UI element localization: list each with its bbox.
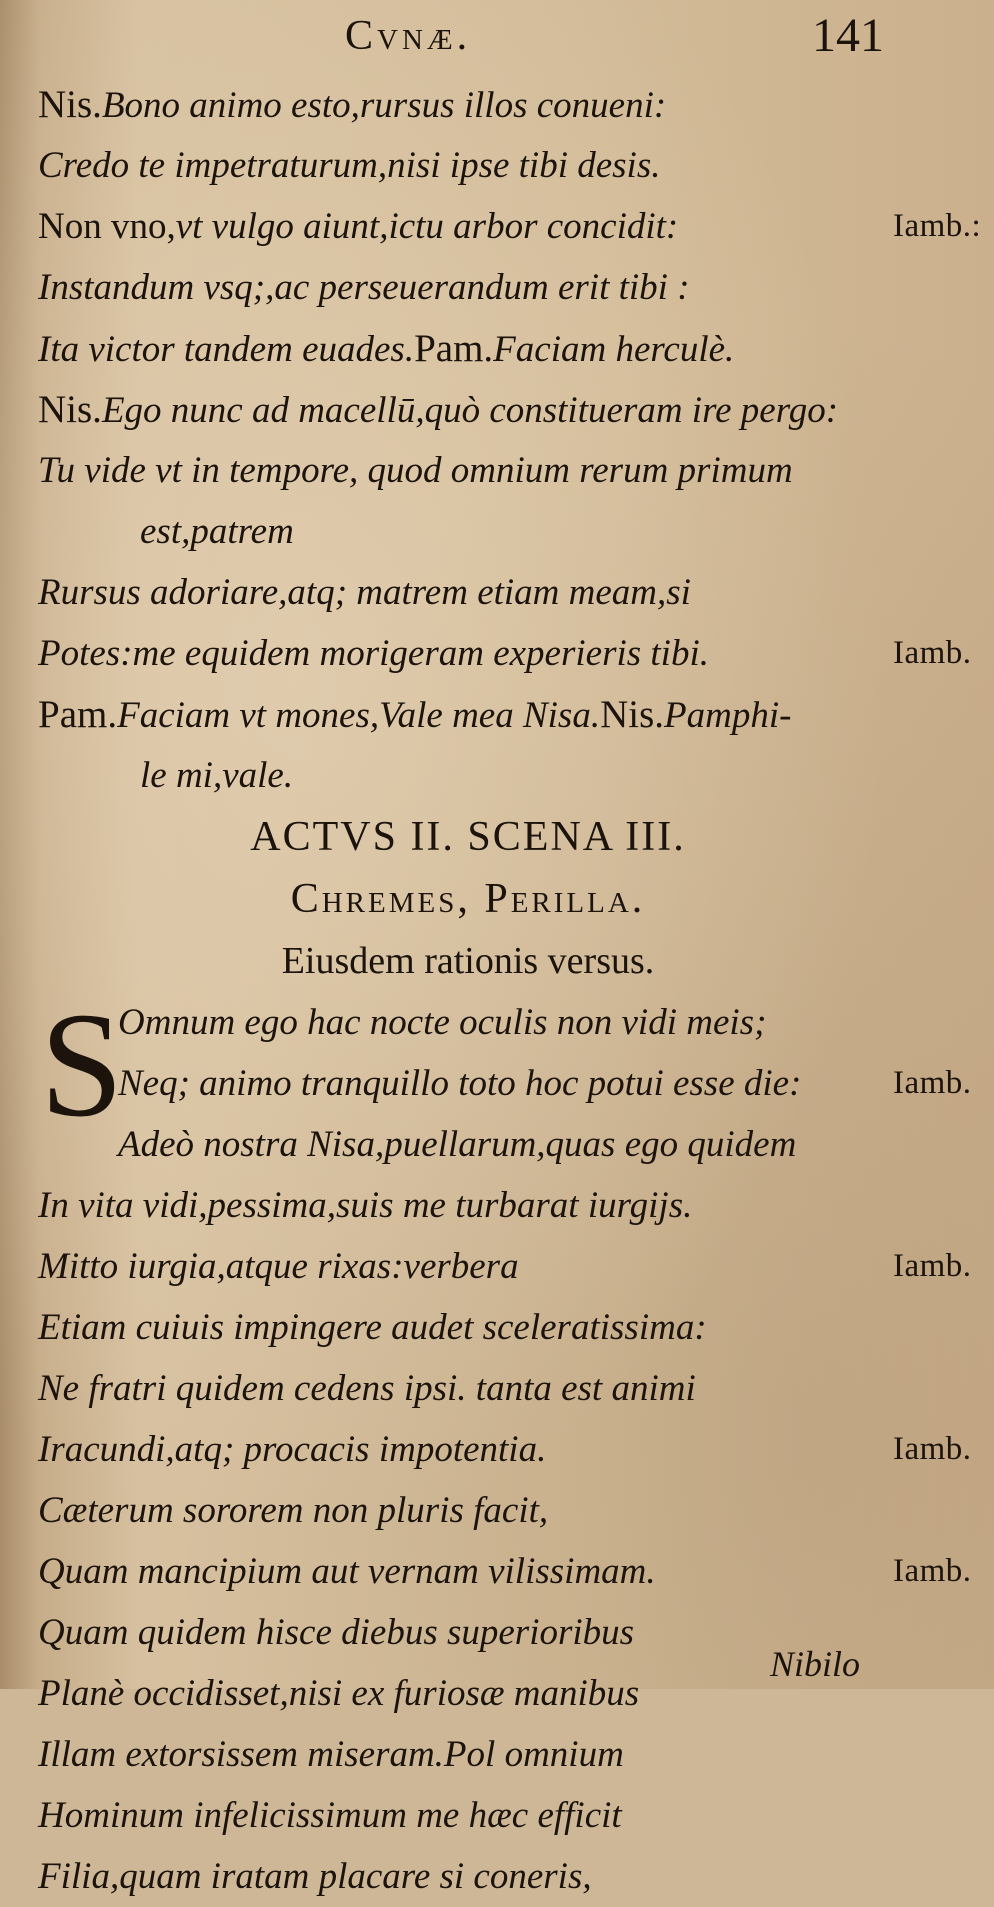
page-header <box>0 4 994 60</box>
verse-line <box>38 196 982 257</box>
verse-text: Bono animo esto,rursus illos conueni: <box>101 85 667 126</box>
verse-text: Planè occidisset,nisi ex furiosæ manibus <box>38 1673 640 1714</box>
verse-text: vt vulgo aiunt,ictu arbor concidit: <box>175 206 679 247</box>
margin-note: Iamb. <box>893 1431 972 1467</box>
margin-note: Iamb. <box>893 635 972 671</box>
margin-note: Iamb. <box>893 1065 972 1101</box>
verse-text: Mitto iurgia,atque rixas:verbera <box>38 1246 519 1287</box>
verse-text: Instandum vsq;,ac perseuerandum erit tibi : <box>38 267 690 308</box>
verse-text: est,patrem <box>140 511 294 552</box>
speaker-name: Pam. <box>38 693 118 736</box>
speaker-name: Nis. <box>600 693 665 736</box>
verse-line <box>38 1785 968 1846</box>
margin-note: Iamb.: <box>893 208 982 244</box>
verse-block-a <box>38 74 982 806</box>
persons-heading: Chremes, Perilla. <box>290 876 646 922</box>
verse-line <box>38 1114 968 1175</box>
verse-text: Iracundi,atq; procacis impotentia. <box>38 1429 547 1470</box>
verse-text: Ita victor tandem euades. <box>38 329 415 370</box>
verse-line <box>38 501 968 562</box>
verse-line <box>38 135 968 196</box>
verse-text: Faciam herculè. <box>493 329 735 370</box>
verse-line <box>38 1480 968 1541</box>
verse-text: Etiam cuiuis impingere audet sceleratissima: <box>38 1307 707 1348</box>
page-number: 141 <box>812 9 884 62</box>
verse-text: Potes:me equidem morigeram experieris tibi. <box>38 633 709 674</box>
running-title: Cvnæ. <box>345 13 472 59</box>
verse-text: Rursus adoriare,atq; matrem etiam meam,si <box>38 572 691 613</box>
verse-text: Illam extorsissem miseram.Pol omnium <box>38 1734 624 1775</box>
body-text <box>38 74 982 1907</box>
verse-text: Credo te impetraturum,nisi ipse tibi desis. <box>38 145 661 186</box>
verse-line <box>38 440 968 501</box>
margin-note: Iamb. <box>893 1553 972 1589</box>
verse-text: Quam mancipium aut vernam vilissimam. <box>38 1551 656 1592</box>
verse-text: In vita vidi,pessima,suis me turbarat iurgijs. <box>38 1185 693 1226</box>
verse-line <box>38 684 968 745</box>
margin-note: Iamb. <box>893 1248 972 1284</box>
verse-text: Filia,quam iratam placare si coneris, <box>38 1856 592 1897</box>
verse-text: Tu vide vt in tempore, quod omnium rerum primum <box>38 450 793 491</box>
verse-text: Adeò nostra Nisa,puellarum,quas ego quidem <box>118 1124 797 1165</box>
verse-line <box>38 1175 968 1236</box>
verse-roman: Non vno, <box>38 206 176 247</box>
verse-line <box>38 1541 972 1602</box>
verse-text: Ego nunc ad macellū,quò constitueram ire pergo: <box>101 390 839 431</box>
verse-text: Faciam vt mones,Vale mea Nisa. <box>117 695 601 736</box>
verse-line <box>38 992 968 1053</box>
verse-text: Cæterum sororem non pluris facit, <box>38 1490 549 1531</box>
catchword: Nibilo <box>770 1644 861 1684</box>
verse-line <box>38 257 968 318</box>
verse-text: Neq; animo tranquillo toto hoc potui esse die: <box>118 1063 802 1104</box>
verse-block-b <box>38 982 972 1907</box>
verse-line <box>38 1358 968 1419</box>
verse-text: le mi,vale. <box>140 755 294 796</box>
verse-line <box>38 318 968 379</box>
verse-line <box>38 623 972 684</box>
verse-line <box>38 1419 972 1480</box>
verse-text: Omnum ego hac nocte oculis non vidi meis; <box>118 1002 767 1043</box>
verse-text: Ne fratri quidem cedens ipsi. tanta est animi <box>38 1368 696 1409</box>
verse-text: Quam quidem hisce diebus superioribus <box>38 1612 635 1653</box>
verse-line <box>38 745 968 806</box>
verse-line <box>38 1236 972 1297</box>
verse-line <box>38 1724 968 1785</box>
speaker-name: Nis. <box>38 83 102 126</box>
verse-text: Pamphi- <box>664 695 792 736</box>
verse-line <box>38 379 968 440</box>
verse-text: Hominum infelicissimum me hæc efficit <box>38 1795 622 1836</box>
speaker-name: Nis. <box>38 388 102 431</box>
verse-line <box>38 1297 968 1358</box>
speaker-name: Pam. <box>414 327 494 370</box>
subheading: Eiusdem rationis versus. <box>281 940 655 982</box>
verse-line <box>38 1846 968 1907</box>
verse-line <box>38 1053 972 1114</box>
verse-line <box>38 562 968 623</box>
drop-cap: S <box>40 982 124 1148</box>
verse-line <box>38 74 968 135</box>
act-heading: ACTVS II. SCENA III. <box>250 814 686 860</box>
